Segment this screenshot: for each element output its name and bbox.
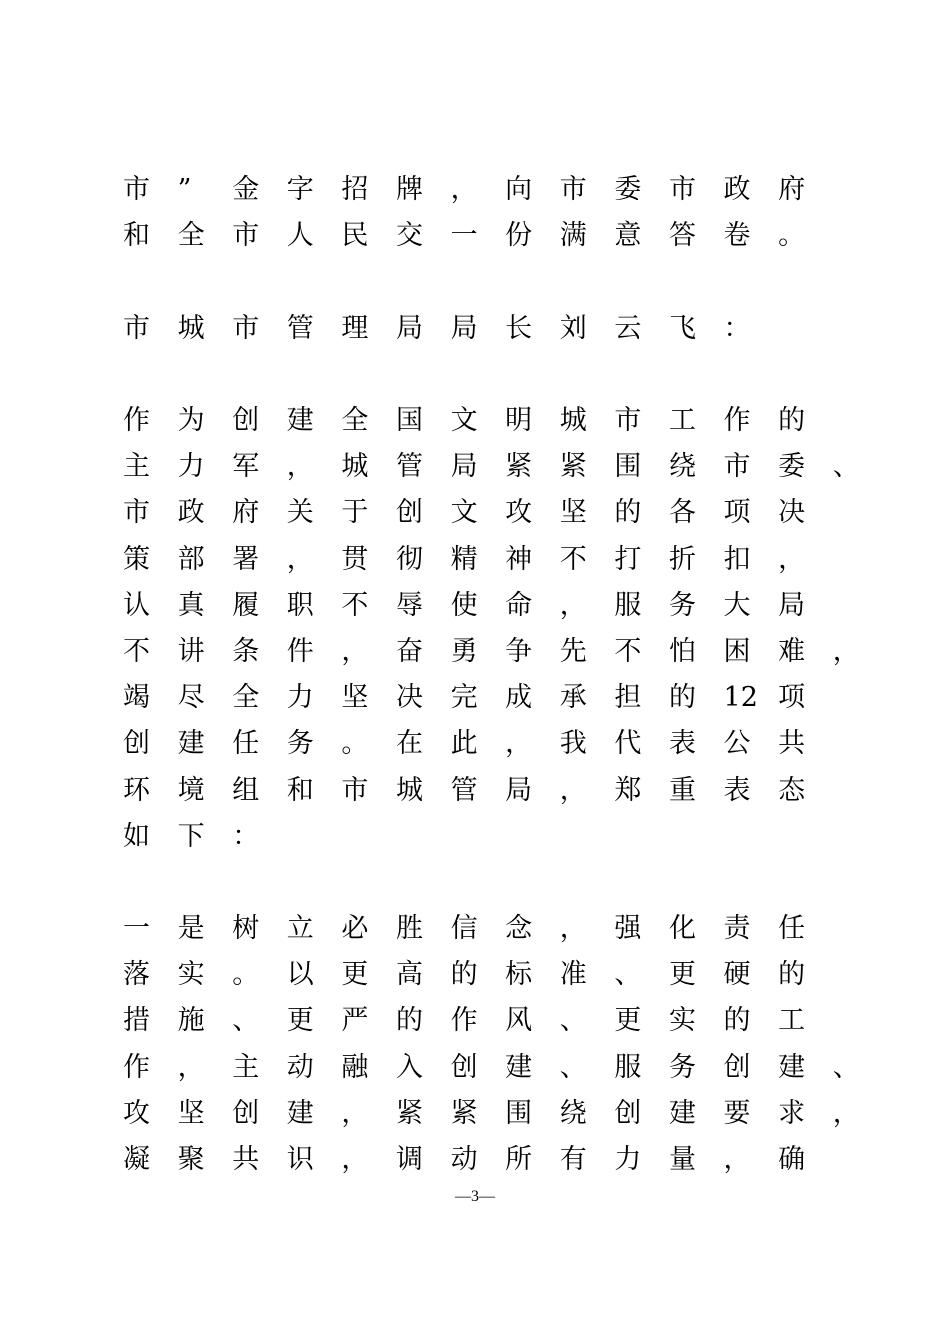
text-line: 市 ” 金 字 招 牌 ， 向 市 委 市 政 府 [123, 174, 806, 205]
text-line: 市 政 府 关 于 创 文 攻 坚 的 各 项 决 [123, 497, 806, 529]
text-line: 凝 聚 共 识 ， 调 动 所 有 力 量 ， 确 [123, 1144, 806, 1175]
text-line: 落 实 。 以 更 高 的 标 准 、 更 硬 的 [123, 959, 806, 991]
text-line: 作 ， 主 动 融 入 创 建 、 服 务 创 建 、 [123, 1051, 860, 1083]
text-line: 和 全 市 人 民 交 一 份 满 意 答 卷 。 [123, 220, 806, 252]
text-line: 竭 尽 全 力 坚 决 完 成 承 担 的 12 项 [123, 682, 806, 714]
page-number: —3— [455, 1188, 495, 1205]
text-line: 创 建 任 务 。 在 此 ， 我 代 表 公 共 [123, 728, 806, 760]
text-line: 市 城 市 管 理 局 局 长 刘 云 飞 ： [123, 313, 751, 344]
text-line: 主 力 军 ， 城 管 局 紧 紧 围 绕 市 委 、 [123, 451, 860, 483]
text-line: 攻 坚 创 建 ， 紧 紧 围 绕 创 建 要 求 ， [123, 1097, 860, 1129]
text-line: 认 真 履 职 不 辱 使 命 ， 服 务 大 局 [123, 589, 806, 621]
text-line: 环 境 组 和 市 城 管 局 ， 郑 重 表 态 [123, 774, 806, 806]
text-line: 不 讲 条 件 ， 奋 勇 争 先 不 怕 困 难 ， [123, 636, 860, 667]
text-line: 措 施 、 更 严 的 作 风 、 更 实 的 工 [123, 1005, 806, 1037]
text-line: 作 为 创 建 全 国 文 明 城 市 工 作 的 [123, 405, 806, 436]
text-line: 如 下 ： [123, 820, 260, 852]
text-line: 一 是 树 立 必 胜 信 念 ， 强 化 责 任 [123, 913, 806, 944]
text-line: 策 部 署 ， 贯 彻 精 神 不 打 折 扣 ， [123, 543, 806, 575]
